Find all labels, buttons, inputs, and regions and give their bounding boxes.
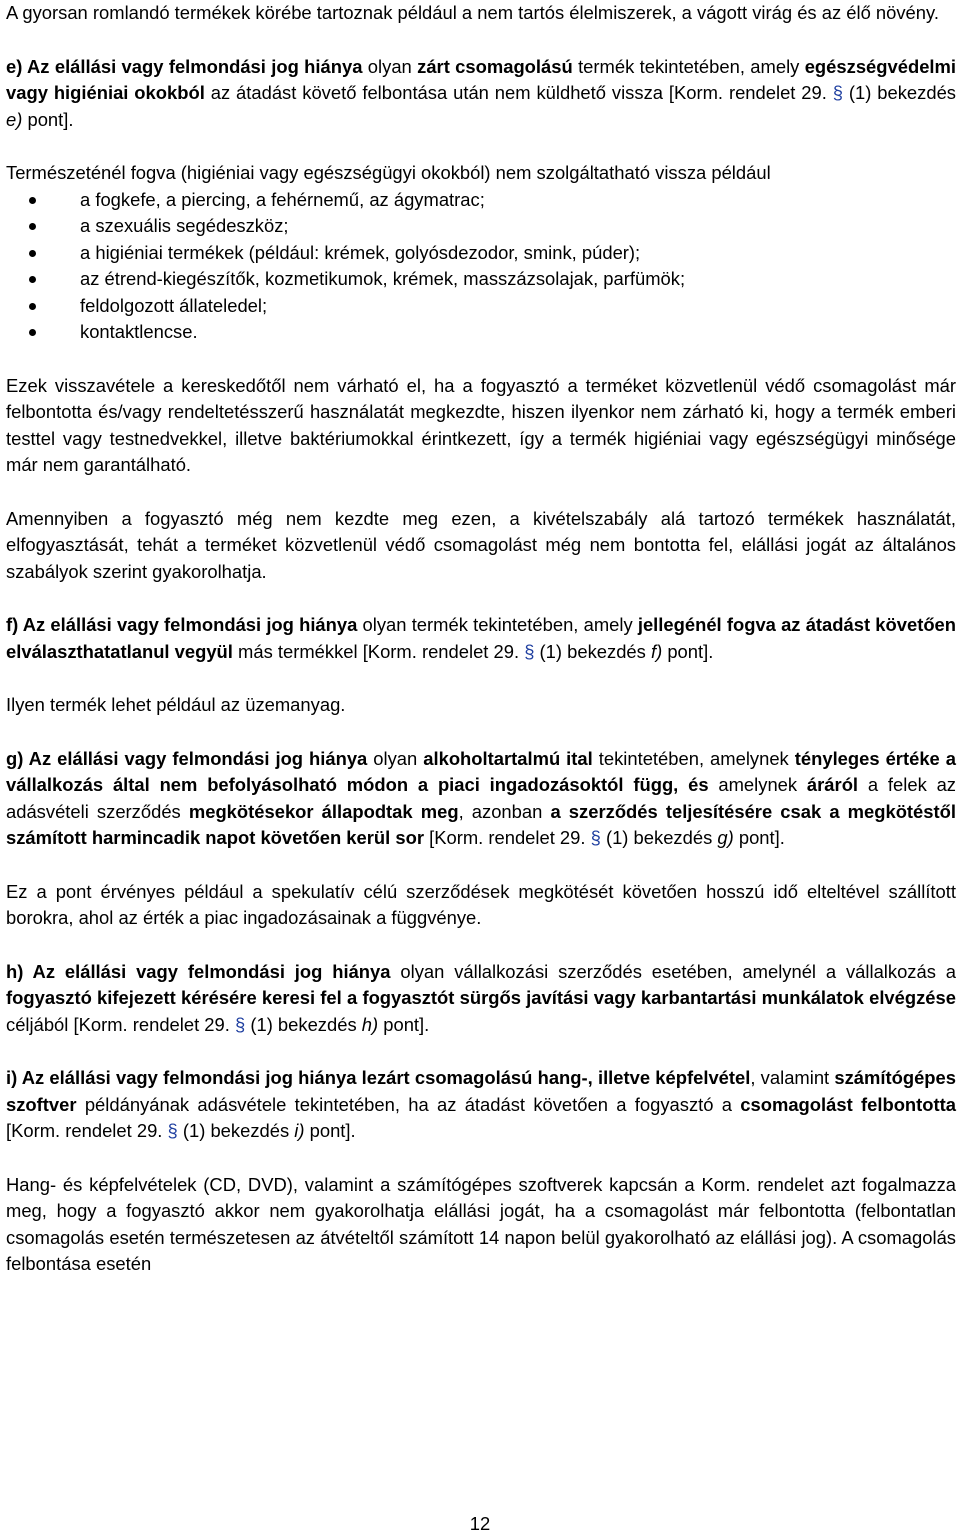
section-sign-link[interactable]: § [590, 827, 601, 848]
text: [Korm. rendelet 29. [423, 827, 591, 848]
heading-point-e: e) Az elállási vagy felmondási jog hiánya [6, 55, 363, 77]
section-sign-link[interactable]: § [235, 1013, 246, 1035]
text: , valamint [750, 1067, 835, 1088]
bold-text: alkoholtartalmú ital [423, 747, 593, 769]
text: példányának adásvétele tekintetében, ha az átadást követően a fogyasztó a [76, 1093, 741, 1115]
paragraph-wine: Ez a pont érvényes például a spekulatív célú szerződések megkötését követően hosszú idő elteltével szállított borokra, ahol az érték a piac ingadozásainak a függvénye. [6, 880, 956, 928]
text: céljából [Korm. rendelet 29. [6, 1013, 235, 1035]
hygiene-product-list [6, 187, 956, 346]
paragraph-intro-list: Természeténél fogva (higiéniai vagy egészségügyi okokból) nem szolgáltatható vissza például [6, 162, 771, 183]
paragraph-point-e [6, 54, 956, 134]
text: pont]. [22, 108, 74, 130]
text: a felek az adásvételi szerződés [6, 774, 957, 822]
text: olyan [362, 55, 418, 77]
list-item: a higiéniai termékek (például: krémek, golyósdezodor, smink, púder); [80, 240, 956, 267]
text: (1) bekezdés [843, 82, 956, 103]
text: olyan vállalkozási szerződés esetében, amelynél a vállalkozás a [390, 960, 957, 982]
paragraph-perishable: A gyorsan romlandó termékek körébe tartoznak például a nem tartós élelmiszerek, a vágott virág és az élő növény. [6, 2, 939, 23]
text: , azonban [458, 800, 551, 822]
text: termék tekintetében, amely [572, 55, 805, 77]
italic-text: f) [650, 640, 663, 662]
paragraph-point-f [6, 612, 956, 665]
heading-point-f: f) Az elállási vagy felmondási jog hiánya [6, 614, 358, 635]
text: (1) bekezdés [177, 1120, 295, 1141]
text: (1) bekezdés [245, 1013, 362, 1035]
text: olyan [367, 747, 424, 769]
text: más termékkel [Korm. rendelet 29. [232, 640, 525, 662]
paragraph-point-i [6, 1065, 956, 1145]
heading-point-i: i) Az elállási vagy felmondási jog hiánya lezárt csomagolású hang-, illetve képfelvétel [6, 1067, 751, 1088]
paragraph-media: Hang- és képfelvételek (CD, DVD), valamint a számítógépes szoftverek kapcsán a Korm. rendelet azt fogalmazza meg, hogy a fogyasztó akkor nem gyakorolhatja elállási jogát, ha a csomagolást már felbontotta (felbontatlan csomagolás esetén természetesen az átvételtől számított 14 napon belül gyakorolható az elállási jog). A csomagolás felbontása esetén [6, 1173, 956, 1274]
bold-text: csomagolást felbontotta [740, 1093, 956, 1115]
bold-text: zárt csomagolású [417, 55, 573, 77]
section-sign-link[interactable]: § [524, 640, 535, 662]
paragraph-fuel: Ilyen termék lehet például az üzemanyag. [6, 694, 346, 715]
bold-text: a szerződés teljesítésére csak a megkötéstől számított harmincadik napot követően kerül sor [6, 800, 956, 848]
italic-text: g) [717, 827, 734, 848]
bold-text: tényleges értéke a vállalkozás által nem befolyásolható módon a piaci ingadozásoktól függ, és [6, 747, 956, 795]
text: tekintetében, amelynek [592, 747, 795, 769]
heading-point-g: g) Az elállási vagy felmondási jog hiánya [6, 747, 368, 769]
text: (1) bekezdés [600, 827, 718, 848]
bold-text: fogyasztó kifejezett kérésére keresi fel a fogyasztót sürgős javítási vagy karbantartási munkálatok elvégzése [6, 987, 956, 1008]
section-sign-link[interactable]: § [832, 82, 843, 103]
text: pont]. [662, 640, 714, 662]
bold-text: számítógépes szoftver [6, 1067, 956, 1115]
page-number: 12 [469, 1513, 491, 1534]
text: [Korm. rendelet 29. [6, 1120, 168, 1141]
paragraph-point-g [6, 746, 956, 852]
paragraph-return: Ezek visszavétele a kereskedőtől nem várható el, ha a fogyasztó a terméket közvetlenül védő csomagolást már felbontotta és/vagy rendeltetésszerű használatát megkezdte, hiszen ilyenkor nem zárható ki, hogy a termék emberi testtel vagy testnedvekkel, illetve baktériumokkal érintkezett, így a termék higiéniai vagy egészségügyi minősége már nem garantálható. [6, 374, 956, 475]
paragraph-exception: Amennyiben a fogyasztó még nem kezdte meg ezen, a kivételszabály alá tartozó termékek használatát, elfogyasztását, tehát a terméket közvetlenül védő csomagolást még nem bontotta fel, elállási jogát az általános szabályok szerint gyakorolhatja. [6, 507, 956, 582]
text: olyan termék tekintetében, amely [357, 614, 638, 635]
bold-text: áráról [806, 774, 859, 795]
bold-text: egészségvédelmi vagy higiéniai okokból [6, 55, 956, 103]
heading-point-h: h) Az elállási vagy felmondási jog hiánya [6, 960, 391, 982]
list-item: a szexuális segédeszköz; [80, 213, 956, 240]
bold-text: megkötésekor állapodtak meg [188, 800, 459, 822]
list-item: az étrend-kiegészítők, kozmetikumok, krémek, masszázsolajak, parfümök; [80, 266, 956, 293]
italic-text: i) [294, 1120, 305, 1141]
text: pont]. [304, 1120, 356, 1141]
list-item: kontaktlencse. [80, 319, 956, 346]
section-sign-link[interactable]: § [167, 1120, 178, 1141]
italic-text: h) [361, 1013, 379, 1035]
list-item: feldolgozott állateledel; [80, 293, 956, 320]
list-item: a fogkefe, a piercing, a fehérnemű, az ágymatrac; [80, 187, 956, 214]
italic-text: e) [6, 108, 23, 130]
paragraph-point-h [6, 959, 956, 1039]
text: az átadást követő felbontása után nem küldhető vissza [Korm. rendelet 29. [204, 82, 833, 103]
document-page [6, 0, 956, 1305]
bold-text: jellegénél fogva az átadást követően elválaszthatatlanul vegyül [6, 614, 957, 662]
text: amelynek [708, 774, 807, 795]
text: pont]. [378, 1013, 430, 1035]
text: pont]. [733, 827, 785, 848]
text: (1) bekezdés [534, 640, 651, 662]
